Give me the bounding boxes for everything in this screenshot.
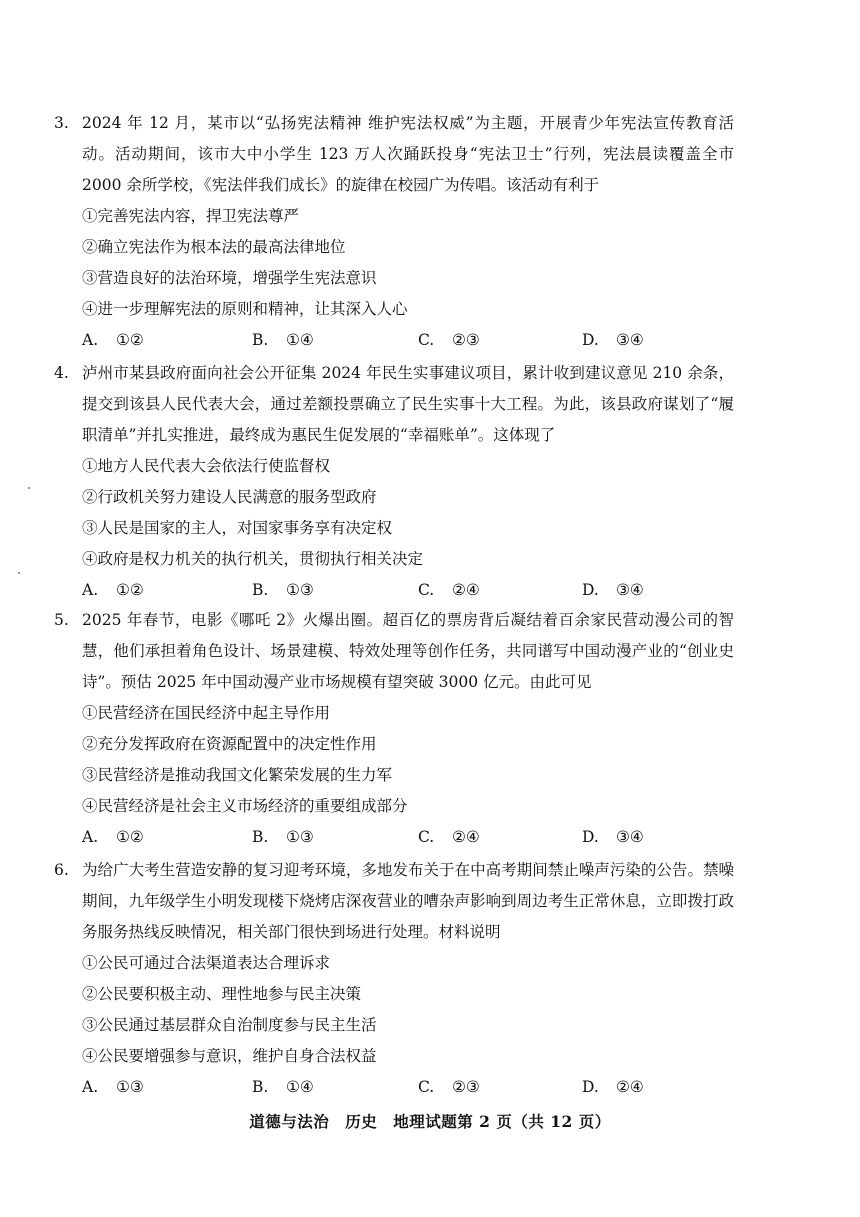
option-letter: A. [82, 828, 99, 846]
option-c [418, 325, 480, 356]
answer-options [54, 575, 734, 606]
question-6 [54, 855, 734, 1103]
statement-1: ①完善宪法内容，捍卫宪法尊严 [82, 207, 300, 225]
option-letter: B. [252, 331, 269, 349]
option-letter: C. [418, 1078, 435, 1096]
question-number: 4. [54, 364, 69, 382]
option-b [252, 1072, 314, 1103]
statement-1: ①公民可通过合法渠道表达合理诉求 [82, 954, 331, 972]
question-3 [54, 108, 734, 356]
statement-1: ①地方人民代表大会依法行使监督权 [82, 457, 331, 475]
option-letter: C. [418, 581, 435, 599]
statement-3: ③公民通过基层群众自治制度参与民主生活 [82, 1016, 377, 1034]
option-a [82, 822, 144, 853]
option-letter: D. [582, 828, 599, 846]
option-c [418, 575, 480, 606]
option-letter: A. [82, 1078, 99, 1096]
option-text: ①② [116, 331, 144, 349]
option-c [418, 822, 480, 853]
option-text: ③④ [616, 828, 644, 846]
option-text: ①③ [286, 581, 314, 599]
answer-options [54, 822, 734, 853]
option-text: ③④ [616, 581, 644, 599]
option-text: ①④ [286, 331, 314, 349]
option-text: ①③ [286, 828, 314, 846]
page-footer: 道德与法治 历史 地理试题第 2 页（共 12 页） [249, 1112, 611, 1131]
option-a [82, 575, 144, 606]
option-text: ②④ [452, 581, 480, 599]
option-text: ①③ [116, 1078, 144, 1096]
option-b [252, 575, 314, 606]
option-d [582, 822, 644, 853]
question-stem [54, 108, 734, 201]
option-letter: D. [582, 1078, 599, 1096]
statement-3: ③民营经济是推动我国文化繁荣发展的生力军 [82, 766, 393, 784]
question-stem [54, 605, 734, 698]
option-b [252, 325, 314, 356]
question-text: 2025 年春节，电影《哪吒 2》火爆出圈。超百亿的票房背后凝结着百余家民营动漫公司的智慧，他们承担着角色设计、场景建模、特效处理等创作任务，共同谱写中国动漫产业的“创业史诗”。预估 2025 年中国动漫产业市场规模有望突破 3000 亿元。由此可见 [82, 611, 734, 691]
statement-4: ④进一步理解宪法的原则和精神，让其深入人心 [82, 300, 408, 318]
statement-2: ②充分发挥政府在资源配置中的决定性作用 [82, 735, 377, 753]
statement-4: ④政府是权力机关的执行机关，贯彻执行相关决定 [82, 550, 424, 568]
option-text: ①④ [286, 1078, 314, 1096]
option-text: ②④ [616, 1078, 644, 1096]
answer-options [54, 325, 734, 356]
option-letter: C. [418, 828, 435, 846]
option-text: ③④ [616, 331, 644, 349]
statement-2: ②确立宪法作为根本法的最高法律地位 [82, 238, 346, 256]
question-5 [54, 605, 734, 853]
statement-3: ③营造良好的法治环境，增强学生宪法意识 [82, 269, 377, 287]
question-number: 5. [54, 611, 69, 629]
answer-options [54, 1072, 734, 1103]
option-letter: C. [418, 331, 435, 349]
option-text: ②④ [452, 828, 480, 846]
option-letter: D. [582, 581, 599, 599]
option-letter: A. [82, 331, 99, 349]
statement-4: ④民营经济是社会主义市场经济的重要组成部分 [82, 797, 408, 815]
option-d [582, 1072, 644, 1103]
option-letter: D. [582, 331, 599, 349]
option-text: ①② [116, 581, 144, 599]
option-text: ②③ [452, 331, 480, 349]
option-letter: B. [252, 828, 269, 846]
option-c [418, 1072, 480, 1103]
scan-speck [18, 572, 20, 574]
question-stem [54, 855, 734, 948]
option-d [582, 325, 644, 356]
option-a [82, 1072, 144, 1103]
question-4 [54, 358, 734, 606]
option-b [252, 822, 314, 853]
question-stem [54, 358, 734, 451]
question-number: 6. [54, 861, 69, 879]
question-text: 为给广大考生营造安静的复习迎考环境，多地发布关于在中高考期间禁止噪声污染的公告。禁噪期间，九年级学生小明发现楼下烧烤店深夜营业的嘈杂声影响到周边考生正常休息，立即拨打政务服务热线反映情况，相关部门很快到场进行处理。材料说明 [82, 861, 734, 941]
scan-speck [28, 487, 30, 489]
statement-3: ③人民是国家的主人，对国家事务享有决定权 [82, 519, 393, 537]
question-number: 3. [54, 114, 69, 132]
option-letter: B. [252, 581, 269, 599]
statement-1: ①民营经济在国民经济中起主导作用 [82, 704, 331, 722]
option-letter: A. [82, 581, 99, 599]
question-text: 2024 年 12 月，某市以“弘扬宪法精神 维护宪法权威”为主题，开展青少年宪法宣传教育活动。活动期间，该市大中小学生 123 万人次踊跃投身“宪法卫士”行列，宪法晨读覆盖全市 2000 余所学校，《宪法伴我们成长》的旋律在校园广为传唱。该活动有利于 [82, 114, 734, 194]
statement-4: ④公民要增强参与意识，维护自身合法权益 [82, 1047, 377, 1065]
statement-2: ②公民要积极主动、理性地参与民主决策 [82, 985, 362, 1003]
option-letter: B. [252, 1078, 269, 1096]
option-a [82, 325, 144, 356]
option-text: ②③ [452, 1078, 480, 1096]
option-text: ①② [116, 828, 144, 846]
question-text: 泸州市某县政府面向社会公开征集 2024 年民生实事建议项目，累计收到建议意见 210 余条，提交到该县人民代表大会，通过差额投票确立了民生实事十大工程。为此，该县政府谋划了“履职清单”并扎实推进，最终成为惠民生促发展的“幸福账单”。这体现了 [82, 364, 734, 444]
statement-2: ②行政机关努力建设人民满意的服务型政府 [82, 488, 377, 506]
option-d [582, 575, 644, 606]
